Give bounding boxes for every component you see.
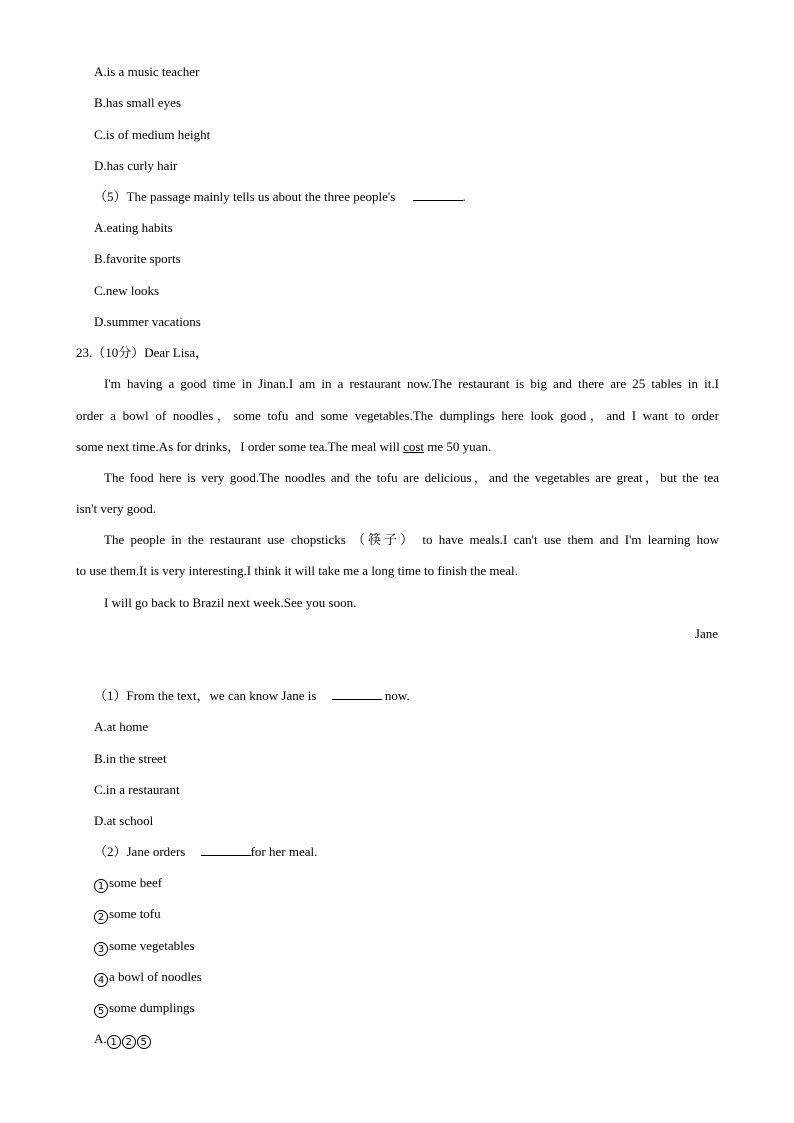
option-d: D.has curly hair: [94, 158, 178, 173]
answer-blank: [201, 843, 251, 856]
option-prefix: A.: [94, 1031, 107, 1046]
signature: Jane: [694, 626, 718, 641]
s1-option-a: A.at home: [94, 719, 149, 734]
passage-line: The food here is very good.The noodles and the tofu are delicious，and the vegetables are great，but the tea: [104, 470, 719, 485]
q5-option-b: B.favorite sports: [94, 251, 181, 266]
passage-line: The people in the restaurant use chopsticks （筷子） to have meals.I can't use them and I'm learning how: [104, 532, 719, 547]
circled-number: 2: [94, 910, 108, 924]
sub-question-2-text: （2）Jane orders: [94, 844, 186, 859]
sub-question-1-text: （1）From the text，we can know Jane is: [94, 688, 317, 703]
circled-number: 3: [94, 942, 108, 956]
question-5-text: （5）The passage mainly tells us about the three people's: [94, 189, 396, 204]
passage-line: I will go back to Brazil next week.See you soon.: [104, 595, 357, 610]
item-text: some dumplings: [109, 1000, 195, 1015]
list-item: [94, 874, 162, 893]
sub-question-1-end: now.: [384, 688, 410, 703]
question-23-header: 23.（10分）Dear Lisa，: [76, 345, 209, 360]
sub-question-1: [94, 687, 410, 705]
item-text: a bowl of noodles: [109, 969, 202, 984]
list-item: [94, 905, 161, 924]
option-c: C.is of medium height: [94, 127, 211, 142]
circled-number: 5: [94, 1004, 108, 1018]
circled-number: 5: [137, 1035, 151, 1049]
option-a: A.is a music teacher: [94, 64, 200, 79]
answer-blank: [332, 687, 382, 700]
list-item: [94, 968, 202, 987]
passage-text: some next time.As for drinks，I order some tea.The meal will: [76, 439, 404, 454]
item-text: some tofu: [109, 906, 161, 921]
answer-blank: [413, 188, 463, 201]
passage-text: me 50 yuan.: [424, 439, 492, 454]
s1-option-d: D.at school: [94, 813, 154, 828]
list-item: [94, 999, 195, 1018]
s1-option-c: C.in a restaurant: [94, 782, 180, 797]
item-text: some beef: [109, 875, 163, 890]
list-item: [94, 937, 195, 956]
answer-option-a: [94, 1030, 152, 1049]
circled-number: 4: [94, 973, 108, 987]
option-b: B.has small eyes: [94, 95, 182, 110]
sub-question-2-end: for her meal.: [250, 844, 318, 859]
passage-line: [76, 438, 491, 456]
question-5-end: .: [462, 189, 466, 204]
q5-option-a: A.eating habits: [94, 220, 173, 235]
passage-line: order a bowl of noodles，some tofu and some vegetables.The dumplings here look good，and I want to order: [76, 408, 719, 423]
underlined-word: cost: [403, 439, 425, 454]
question-5: [94, 188, 466, 206]
circled-number: 1: [94, 879, 108, 893]
circled-number: 1: [107, 1035, 121, 1049]
item-text: some vegetables: [109, 938, 195, 953]
passage-line: I'm having a good time in Jinan.I am in a restaurant now.The restaurant is big and there are 25 tables in it.I: [104, 376, 719, 391]
q5-option-c: C.new looks: [94, 283, 159, 298]
circled-number: 2: [122, 1035, 136, 1049]
passage-line: isn't very good.: [76, 501, 156, 516]
s1-option-b: B.in the street: [94, 751, 167, 766]
q5-option-d: D.summer vacations: [94, 314, 201, 329]
passage-line: to use them.It is very interesting.I think it will take me a long time to finish the meal.: [76, 563, 518, 578]
sub-question-2: [94, 843, 317, 861]
